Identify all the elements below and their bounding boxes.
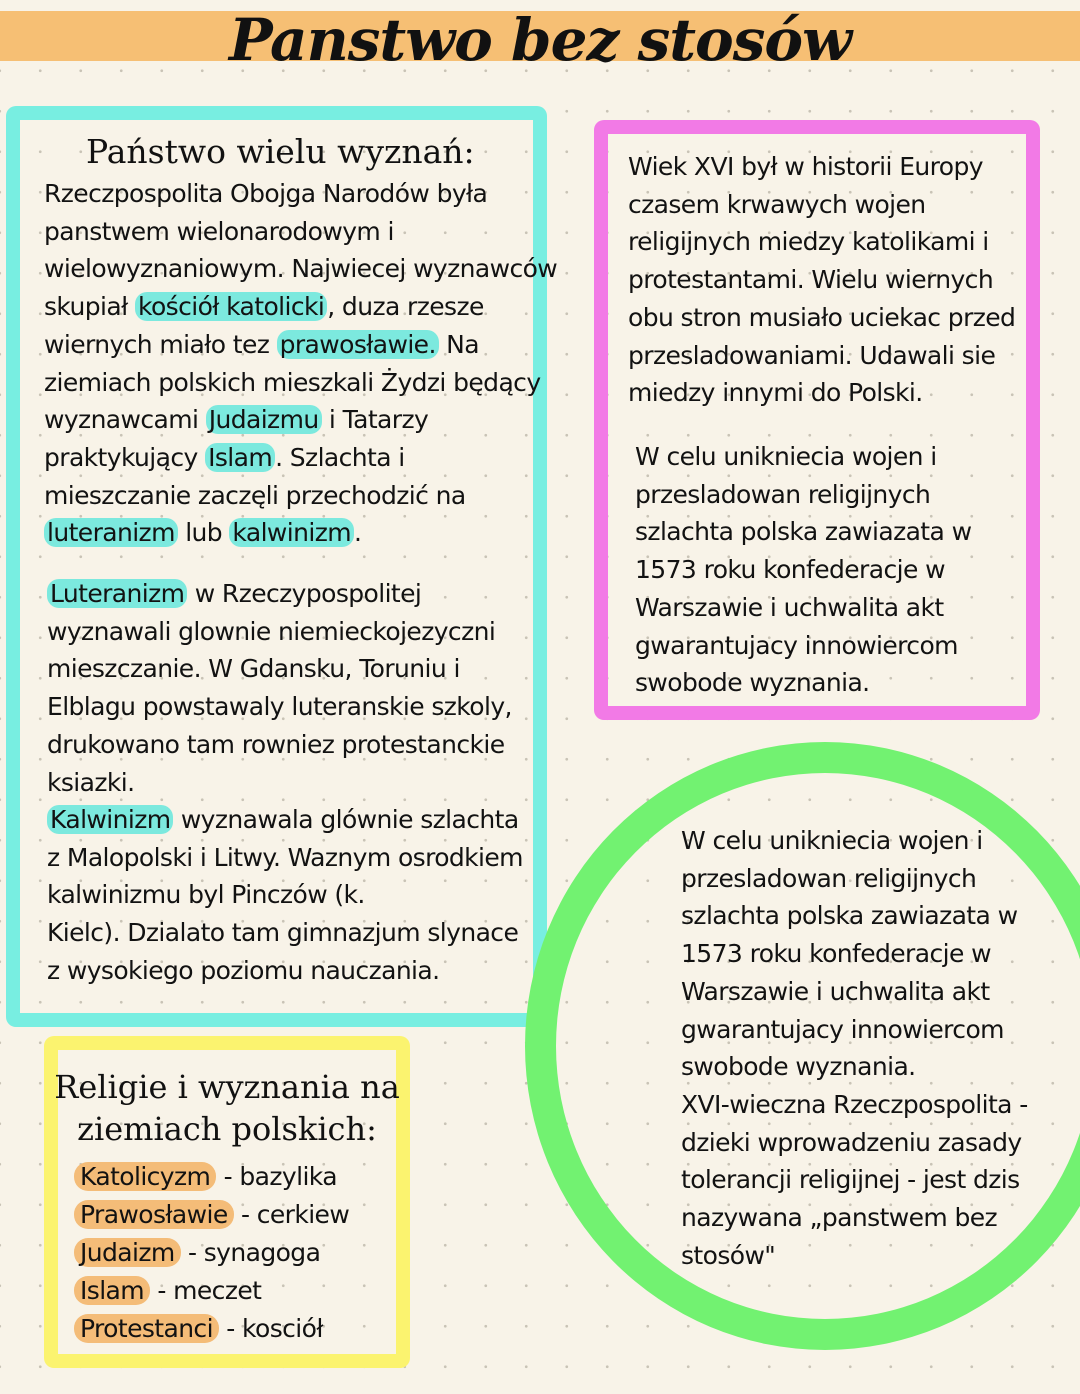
text: . Szlachta i bbox=[275, 442, 405, 472]
text-line: swobode wyznania. bbox=[635, 668, 870, 698]
text-line: kalwinizmu byl Pinczów (k. bbox=[47, 880, 365, 910]
text: w Rzeczypospolitej bbox=[187, 579, 422, 608]
text: wyznawcami bbox=[44, 405, 206, 435]
highlight-calvinism: kalwinizm bbox=[229, 518, 354, 547]
worship-place: - synagoga bbox=[180, 1238, 321, 1267]
text-line: dzieki wprowadzeniu zasady bbox=[681, 1127, 1022, 1157]
religion-label: Judaizm bbox=[74, 1238, 181, 1267]
worship-place: - meczet bbox=[150, 1276, 262, 1305]
text-line: gwarantujacy innowiercom bbox=[681, 1014, 1004, 1044]
text-line: szlachta polska zawiazata w bbox=[681, 901, 1018, 931]
religion-label: Islam bbox=[74, 1276, 150, 1305]
text-line: mieszczanie. W Gdansku, Toruniu i bbox=[47, 654, 460, 684]
paragraph-lutheranism bbox=[47, 575, 512, 801]
text-line: W celu unikniecia wojen i bbox=[635, 442, 937, 471]
list-item bbox=[74, 1234, 349, 1272]
text: wyznawala glównie szlachta bbox=[173, 805, 519, 834]
text-line: szlachta polska zawiazata w bbox=[635, 517, 972, 547]
text-line: przesladowan religijnych bbox=[681, 863, 977, 893]
text-line: 1573 roku konfederacje w bbox=[635, 555, 945, 585]
text-line bbox=[44, 514, 557, 552]
text-line: XVI-wieczna Rzeczpospolita - bbox=[681, 1089, 1028, 1119]
text-line: Warszawie i uchwalita akt bbox=[681, 976, 990, 1006]
religions-list bbox=[74, 1158, 349, 1348]
paragraph-warsaw-confederation bbox=[635, 438, 971, 702]
text-line: nazywana „panstwem bez bbox=[681, 1203, 998, 1233]
heading-line: ziemiach polskich: bbox=[77, 1110, 377, 1148]
text: Na bbox=[438, 329, 479, 359]
text-line bbox=[44, 439, 557, 477]
text-line: tolerancji religijnej - jest dzis bbox=[681, 1165, 1020, 1195]
highlight-lutheranism-heading: Luteranizm bbox=[47, 579, 187, 608]
text-line: obu stron musiało uciekac przed bbox=[628, 302, 1016, 332]
text-line: czasem krwawych wojen bbox=[628, 189, 926, 219]
worship-place: - kosciół bbox=[218, 1314, 323, 1343]
list-item bbox=[74, 1196, 349, 1234]
text-line: ksiazki. bbox=[47, 767, 135, 797]
section-heading-many-faiths: Państwo wielu wyznań: bbox=[86, 132, 475, 171]
heading-line: Religie i wyznania na bbox=[54, 1068, 400, 1106]
text: wiernych miało tez bbox=[44, 329, 277, 359]
religion-label: Protestanci bbox=[74, 1314, 219, 1343]
text-line: protestantami. Wielu wiernych bbox=[628, 265, 994, 295]
paragraph-state-without-stakes bbox=[681, 822, 1028, 1274]
text-line: wyznawali glownie niemieckojezyczni bbox=[47, 616, 496, 646]
paragraph-religious-wars bbox=[628, 148, 1015, 412]
text-line: przesladowaniami. Udawali sie bbox=[628, 340, 996, 370]
text-line: gwarantujacy innowiercom bbox=[635, 630, 958, 660]
text: skupiał bbox=[44, 292, 135, 322]
paragraph-many-faiths bbox=[44, 175, 557, 552]
text-line: Kielc). Dzialato tam gimnazjum slynace bbox=[47, 918, 519, 948]
text-line: z Malopolski i Litwy. Waznym osrodkiem bbox=[47, 842, 523, 872]
text-line bbox=[44, 401, 557, 439]
text-line: stosów" bbox=[681, 1240, 776, 1270]
text-line: mieszczanie zaczęli przechodzić na bbox=[44, 480, 466, 510]
list-item bbox=[74, 1272, 349, 1310]
text-line bbox=[47, 575, 512, 613]
text-line: drukowano tam rowniez protestanckie bbox=[47, 729, 505, 759]
text-line: przesladowan religijnych bbox=[635, 479, 931, 509]
highlight-judaism: Judaizmu bbox=[206, 405, 322, 434]
text-line: W celu unikniecia wojen i bbox=[681, 826, 983, 855]
text-line: wielowyznaniowym. Najwiecej wyznawców bbox=[44, 254, 558, 284]
page-title: Panstwo bez stosów bbox=[228, 6, 852, 74]
highlight-catholic-church: kościół katolicki bbox=[135, 292, 327, 321]
worship-place: - bazylika bbox=[216, 1162, 337, 1191]
text-line bbox=[44, 288, 557, 326]
religion-label: Prawosławie bbox=[74, 1200, 234, 1229]
text-line: Rzeczpospolita Obojga Narodów była bbox=[44, 179, 488, 208]
highlight-orthodoxy: prawosławie. bbox=[277, 330, 439, 359]
section-heading-religions bbox=[44, 1066, 410, 1150]
worship-place: - cerkiew bbox=[233, 1200, 350, 1229]
list-item bbox=[74, 1310, 349, 1348]
text: . bbox=[353, 518, 362, 548]
text-line: miedzy innymi do Polski. bbox=[628, 378, 923, 408]
paragraph-calvinism bbox=[47, 801, 523, 990]
text-line bbox=[47, 801, 523, 839]
text-line: religijnych miedzy katolikami i bbox=[628, 227, 989, 257]
highlight-lutheranism: luteranizm bbox=[44, 518, 178, 547]
text: i Tatarzy bbox=[321, 405, 429, 435]
text-line: panstwem wielonarodowym i bbox=[44, 216, 394, 246]
text-line: 1573 roku konfederacje w bbox=[681, 939, 991, 969]
text-line bbox=[44, 326, 557, 364]
text-line: Elblagu powstawaly luteranskie szkoly, bbox=[47, 692, 512, 722]
list-item bbox=[74, 1158, 349, 1196]
text-line: swobode wyznania. bbox=[681, 1052, 916, 1082]
text-line: ziemiach polskich mieszkali Żydzi będący bbox=[44, 367, 541, 397]
text: praktykujący bbox=[44, 442, 206, 472]
religion-label: Katolicyzm bbox=[74, 1162, 216, 1191]
text-line: Warszawie i uchwalita akt bbox=[635, 592, 944, 622]
text-line: Wiek XVI był w historii Europy bbox=[628, 152, 983, 181]
text: , duza rzesze bbox=[327, 292, 484, 322]
highlight-islam: Islam bbox=[205, 443, 275, 472]
highlight-calvinism-heading: Kalwinizm bbox=[47, 805, 173, 834]
text: lub bbox=[177, 518, 230, 548]
text-line: z wysokiego poziomu nauczania. bbox=[47, 955, 440, 985]
